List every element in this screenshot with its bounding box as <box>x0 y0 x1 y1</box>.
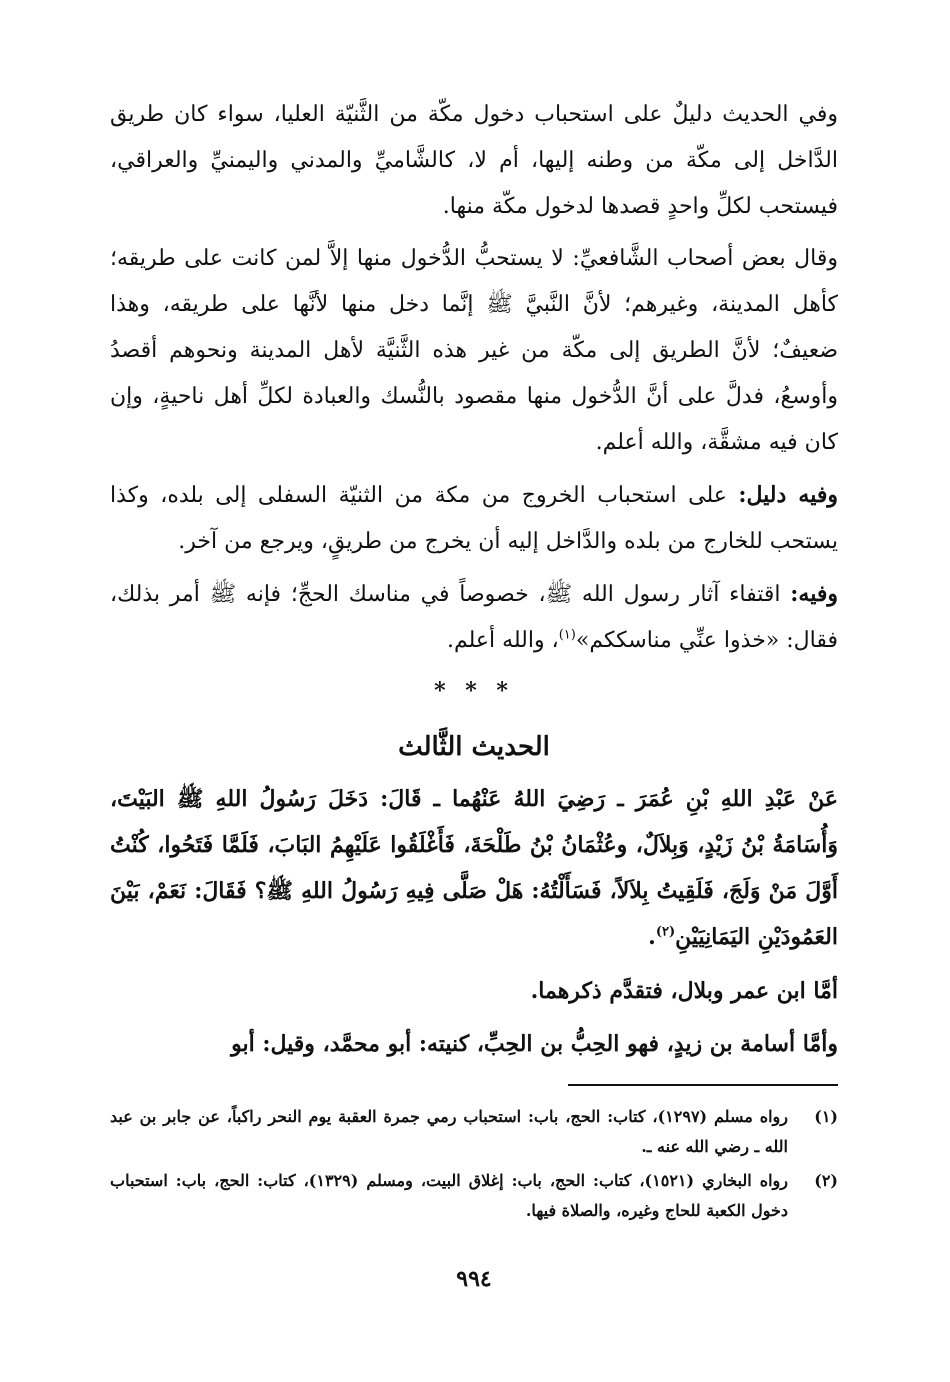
paragraph-6 <box>110 1021 838 1068</box>
footnote-2 <box>110 1166 838 1226</box>
page-number: ٩٩٤ <box>456 1266 492 1292</box>
footnote-1-number: (١) <box>814 1107 838 1126</box>
paragraph-5-text: أمَّا ابن عمر وبلال، فتقدَّم ذكرهما. <box>530 978 838 1004</box>
paragraph-3 <box>110 472 838 565</box>
paragraph-5 <box>110 968 838 1015</box>
paragraph-4 <box>110 571 838 664</box>
paragraph-3-lead: وفيه دليل: <box>738 482 839 508</box>
footnote-2-text: رواه البخاري (١٥٢١)، كتاب: الحج، باب: إغلاق البيت، ومسلم (١٣٢٩)، كتاب: الحج، باب: استحباب دخول الكعبة للحاج وغيره، والصلاة فيها. <box>110 1171 789 1220</box>
footnote-ref-2: (٢) <box>655 924 676 940</box>
paragraph-2-text: وقال بعض أصحاب الشَّافعيِّ: لا يستحبُّ الدُّخول منها إلاَّ لمن كانت على طريقه؛ كأهل المدينة، وغيرهم؛ لأنَّ النَّبيَّ ﷺ إنَّما دخل منها لأنَّها على طريقه، وهذا ضعيفٌ؛ لأنَّ الطريق إلى مكّة من غير هذه الثَّنيَّة لأهل المدينة ونحوهم أقصدُ وأوسعُ، فدلَّ على أنَّ الدُّخول منها مقصود بالنُّسك والعبادة لكلِّ أهل ناحيةٍ، وإن كان فيه مشقَّة، والله أعلم. <box>110 246 838 455</box>
paragraph-2 <box>110 236 838 466</box>
footnotes <box>110 1102 838 1230</box>
hadith-body: عَنْ عَبْدِ اللهِ بْنِ عُمَرَ ـ رَضِيَ اللهُ عَنْهُما ـ قَالَ: دَخَلَ رَسُولُ اللهِ ﷺ البَيْتَ، وَأُسَامَةُ بْنُ زَيْدٍ، وَبِلاَلٌ، وعُثْمَانُ بْنُ طَلْحَةَ، فَأَغْلَقُوا عَلَيْهِمُ البَابَ، فَلَمَّا فَتَحُوا، كُنْتُ أَوَّلَ مَنْ وَلَجَ، فَلَقِيتُ بِلاَلاً، فَسَأَلْتُهُ: هَلْ صَلَّى فِيهِ رَسُولُ اللهِ ﷺ؟ فَقَالَ: نَعَمْ، بَيْنَ العَمُودَيْنِ اليَمَانِيَيْنِ <box>110 786 838 950</box>
paragraph-4-text-b: ، والله أعلم. <box>446 628 559 653</box>
paragraph-6-text: وأمَّا أسامة بن زيدٍ، فهو الحِبُّ بن الحِبِّ، كنيته: أبو محمَّد، وقيل: أبو <box>231 1031 838 1057</box>
paragraph-3-text: على استحباب الخروج من مكة من الثنيّة السفلى إلى بلده، وكذا يستحب للخارج من بلده والدَّاخل إليه أن يخرج من طريقٍ، ويرجع من آخر. <box>110 483 838 554</box>
hadith-end: . <box>648 924 656 950</box>
footnote-divider <box>568 1084 838 1086</box>
footnote-ref-1: (١) <box>558 627 576 643</box>
page <box>110 92 838 1342</box>
paragraph-1 <box>110 92 838 230</box>
paragraph-4-text-a: اقتفاء آثار رسول الله ﷺ، خصوصاً في مناسك الحجِّ؛ فإنه ﷺ أمر بذلك، فقال: «خذوا عنِّي مناسككم» <box>110 582 838 653</box>
section-separator: * * * <box>434 678 514 704</box>
footnote-1 <box>110 1102 838 1162</box>
paragraph-4-lead: وفيه: <box>790 581 838 607</box>
footnote-2-number: (٢) <box>814 1171 838 1190</box>
paragraph-1-text: وفي الحديث دليلٌ على استحباب دخول مكّة من الثَّنيّة العليا، سواء كان طريق الدَّاخل إلى مكّة من وطنه إليها، أم لا، كالشَّاميِّ والمدني واليمنيِّ والعراقي، فيستحب لكلِّ واحدٍ قصدها لدخول مكّة منها. <box>110 102 838 219</box>
hadith-text <box>110 776 838 960</box>
section-title: الحديث الثَّالث <box>398 732 550 762</box>
footnote-1-text: رواه مسلم (١٢٩٧)، كتاب: الحج، باب: استحباب رمي جمرة العقبة يوم النحر راكباً، عن جابر بن عبد الله ـ رضي الله عنه ـ. <box>110 1107 788 1156</box>
